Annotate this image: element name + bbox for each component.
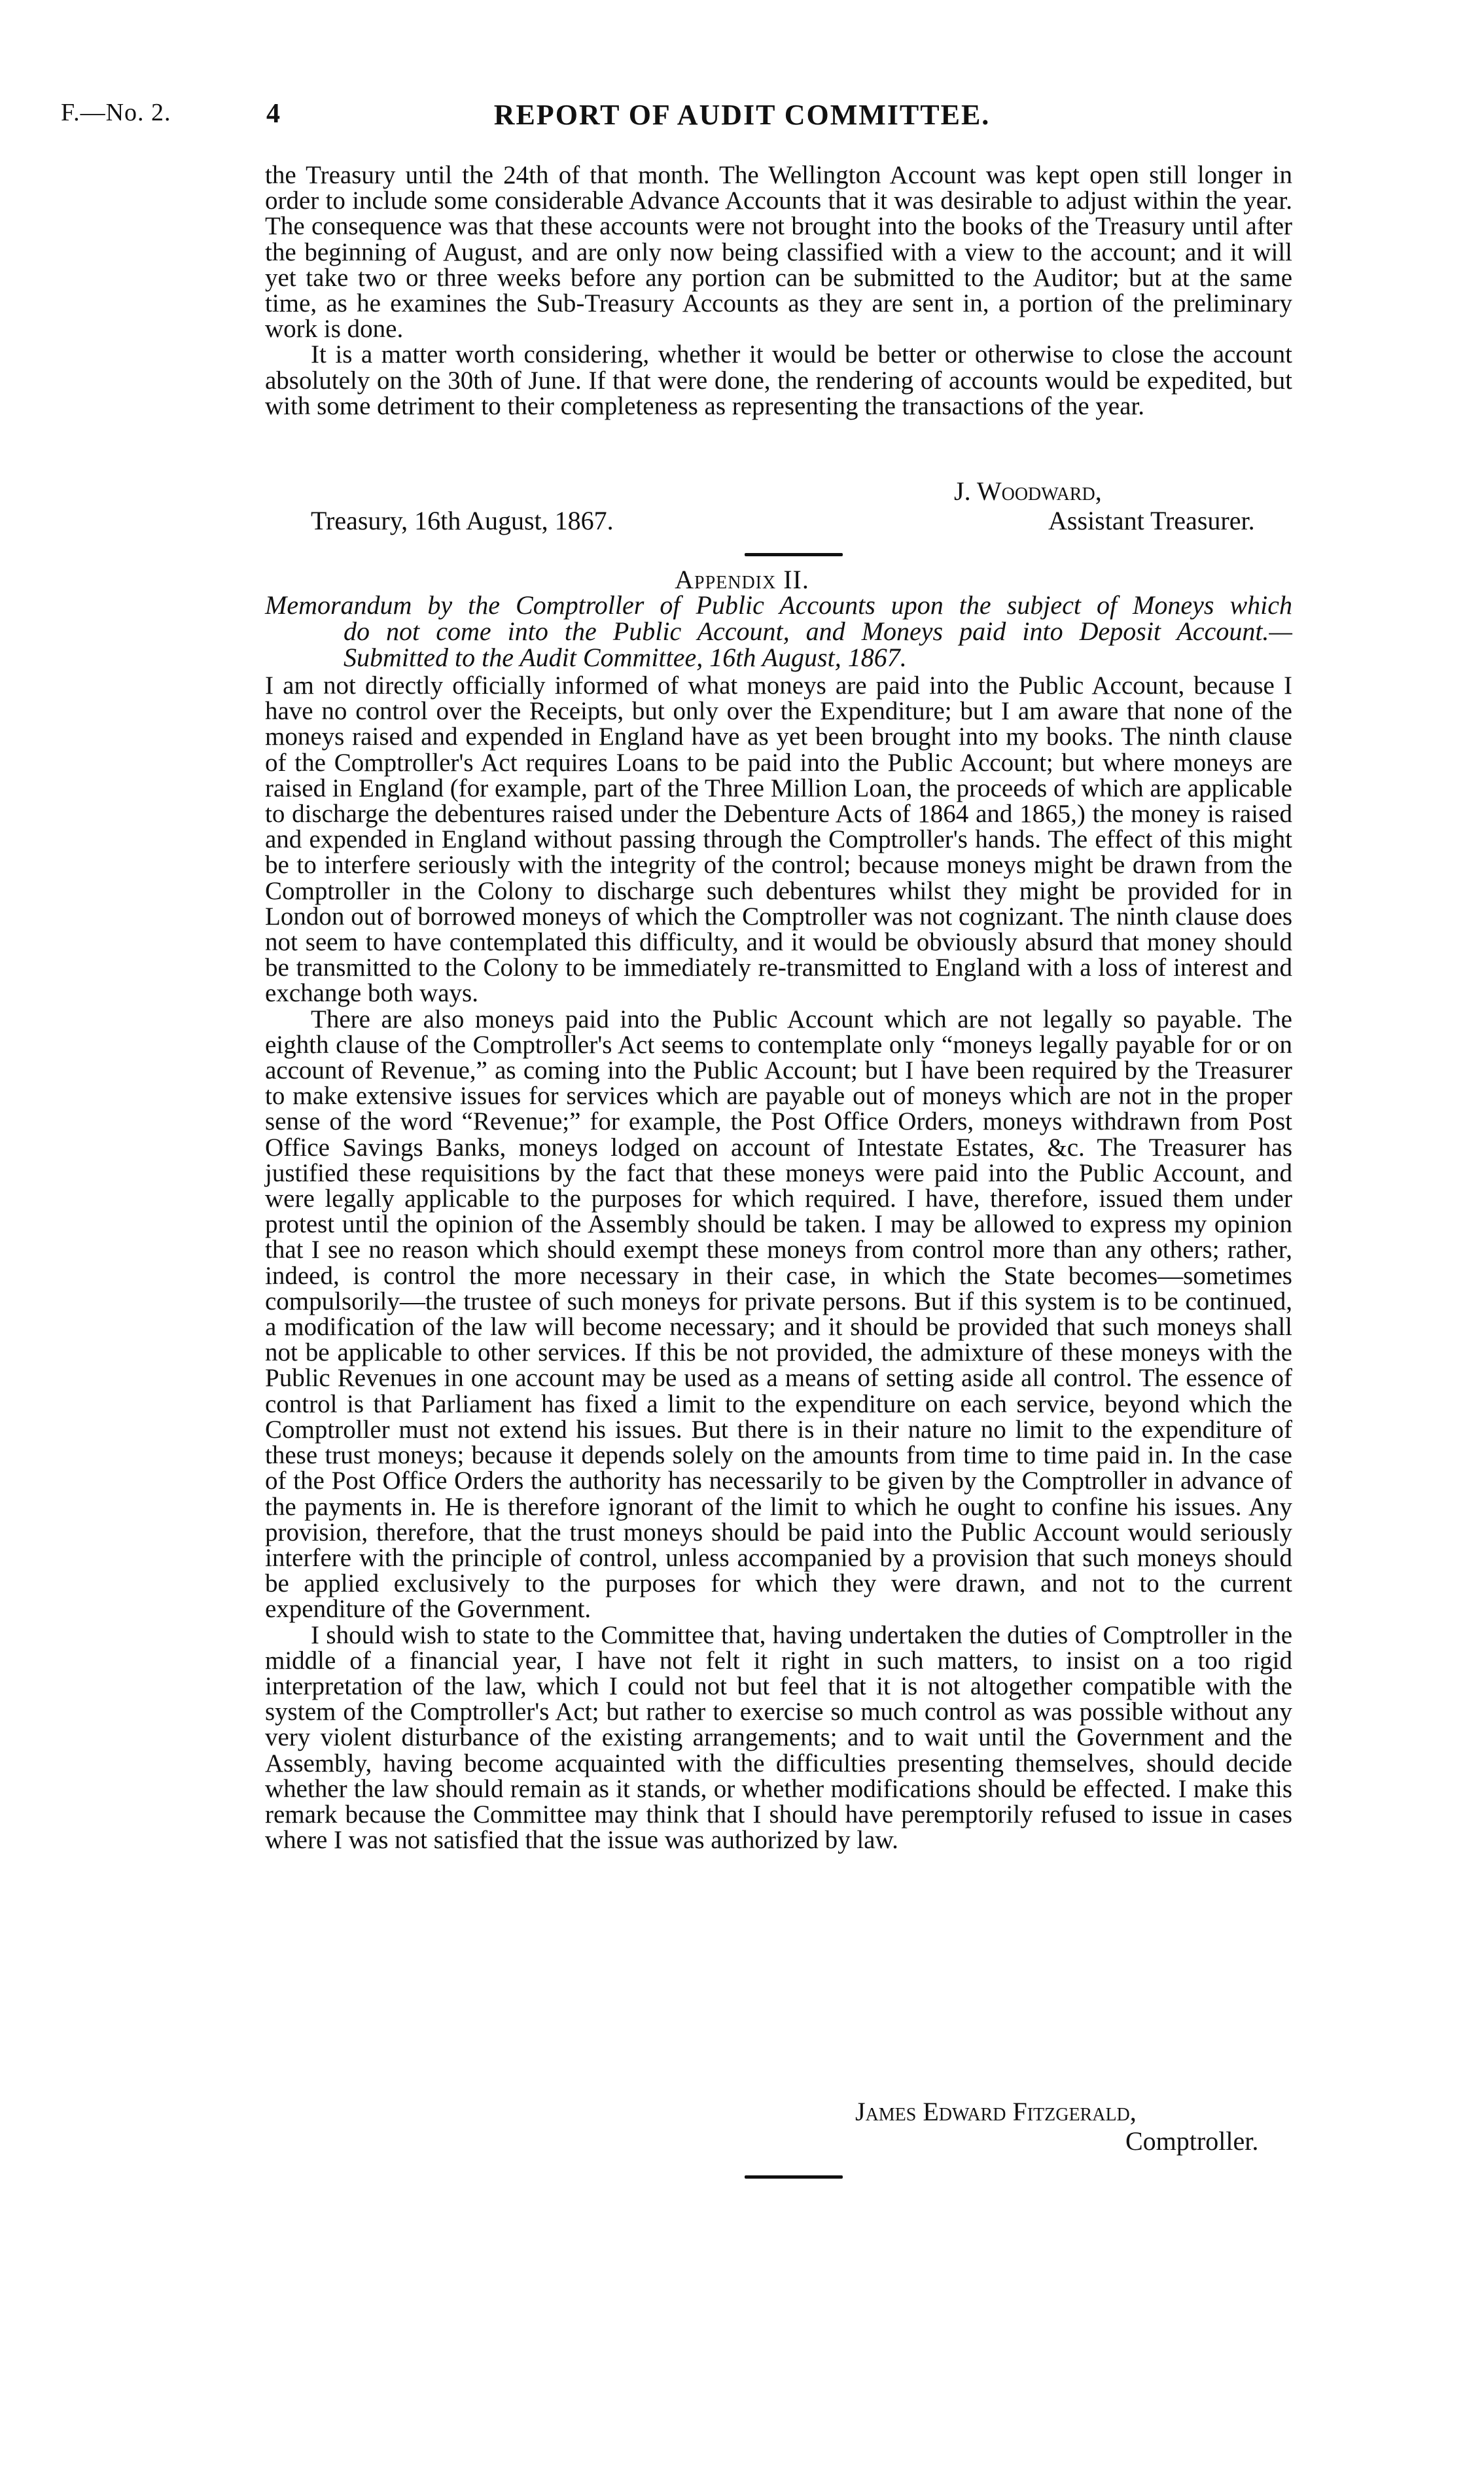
appendix-heading: Appendix II. — [675, 565, 809, 594]
memorandum-heading — [265, 592, 1292, 671]
memorandum-paragraph-2: There are also moneys paid into the Public Account which are not legally so payable. The eighth clause of the Comptroller's Act seems to contemplate only “moneys legally payable for or on account of Revenue,” as coming into the Public Account; but I have been required by the Treasurer to make extensive issues for services which are payable out of moneys which are not in the proper sense of the word “Revenue;” for example, the Post Office Orders, moneys withdrawn from Post Office Savings Banks, moneys lodged on account of Intestate Estates, &c. The Treasurer has justified these requisitions by the fact that these moneys were paid into the Public Account, and were legally applicable to the purposes for which required. I have, therefore, issued them under protest until the opinion of the Assembly should be taken. I may be allowed to express my opinion that I see no reason which should exempt these moneys from control more than any others; rather, indeed, is control the more necessary in their case, in which the State becomes—sometimes compulsorily—the trustee of such moneys for private persons. But if this system is to be continued, a modification of the law will become necessary; and it should be provided that such moneys shall not be applicable to other services. If this be not provided, the admixture of these moneys with the Public Revenues in one account may be used as a means of setting aside all control. The essence of control is that Parliament has fixed a limit to the expenditure on each service, beyond which the Comptroller must not extend his issues. But there is in their nature no limit to the expenditure of these trust moneys; because it depends solely on the amounts from time to time paid in. In the case of the Post Office Orders the authority has necessarily to be given by the Comptroller in advance of the payments in. He is therefore ignorant of the limit to which he ought to confine his issues. Any provision, therefore, that the trust moneys should be paid into the Public Account would seriously interfere with the principle of control, unless accompanied by a provision that such moneys should be applied exclusively to the purposes for which they were drawn, and not to the current expenditure of the Government. — [265, 1005, 1292, 1624]
woodward-letter-body — [265, 162, 1292, 419]
woodward-signature-title: Assistant Treasurer. — [1048, 506, 1255, 535]
memorandum-paragraph-1: I am not directly officially informed of what moneys are paid into the Public Account, because I have no control over the Receipts, but only over the Expenditure; but I am aware that none of the moneys raised and expended in England have as yet been brought into my books. The ninth clause of the Comptroller's Act requires Loans to be paid into the Public Account; but where moneys are raised in England (for example, part of the Three Million Loan, the proceeds of which are applicable to discharge the debentures raised under the Debenture Acts of 1864 and 1865,) the money is raised and expended in England without passing through the Comptroller's hands. The effect of this might be to interfere seriously with the integrity of the control; because moneys might be drawn from the Comptroller in the Colony to discharge such debentures whilst they might be provided for in London out of borrowed moneys of which the Comptroller was not cognizant. The ninth clause does not seem to have contemplated this difficulty, and it would be obviously absurd that money should be transmitted to the Colony to be immediately re-transmitted to England with a loss of interest and exchange both ways. — [265, 671, 1292, 1008]
woodward-signature-name: J. Woodward, — [954, 476, 1102, 506]
fitzgerald-signature-title: Comptroller. — [1125, 2126, 1259, 2156]
woodward-paragraph-2: It is a matter worth considering, whether it would be better or otherwise to close the account absolutely on the 30th of June. If that were done, the rendering of accounts would be expedited, but with some detriment to their completeness as representing the transactions of the year. — [265, 340, 1292, 420]
paper-reference: F.—No. 2. — [61, 99, 171, 126]
fitzgerald-signature-name: James Edward Fitzgerald, — [855, 2097, 1137, 2126]
memorandum-heading-line-1: Memorandum by the Comptroller of Public Accounts upon the subject of Moneys which — [265, 590, 1292, 620]
memorandum-body — [265, 673, 1292, 1853]
section-divider — [745, 553, 843, 556]
memorandum-paragraph-3: I should wish to state to the Committee that, having undertaken the duties of Comptroller in the middle of a financial year, I have not felt it right in such matters, to insist on a too rigid interpretation of the law, which I could not but feel that it is not altogether compatible with the system of the Comptroller's Act; but rather to exercise so much control as was possible without any very violent disturbance of the existing arrangements; and to wait until the Government and the Assembly, having become acquainted with the difficulties presenting themselves, should decide whether the law should remain as it stands, or whether modifications should be effected. I make this remark because the Committee may think that I should have peremptorily refused to issue in cases where I was not satisfied that the issue was authorized by law. — [265, 1620, 1292, 1855]
memorandum-heading-line-3: Submitted to the Audit Committee, 16th August, 1867. — [344, 643, 907, 672]
end-divider — [745, 2175, 843, 2179]
running-head — [0, 98, 1484, 137]
woodward-place-date: Treasury, 16th August, 1867. — [311, 506, 614, 535]
memorandum-heading-line-2: do not come into the Public Account, and Moneys paid into Deposit Account.— — [344, 616, 1292, 646]
woodward-paragraph-1: the Treasury until the 24th of that month. The Wellington Account was kept open still longer in order to include some considerable Advance Accounts that it was desirable to adjust within the year. The consequence was that these accounts were not brought into the books of the Treasury until after the beginning of August, and are only now being classified with a view to the account; and it will yet take two or three weeks before any portion can be submitted to the Auditor; but at the same time, as he examines the Sub-Treasury Accounts as they are sent in, a portion of the preliminary work is done. — [265, 161, 1292, 344]
page-title: REPORT OF AUDIT COMMITTEE. — [493, 99, 991, 131]
page-number: 4 — [266, 99, 280, 129]
